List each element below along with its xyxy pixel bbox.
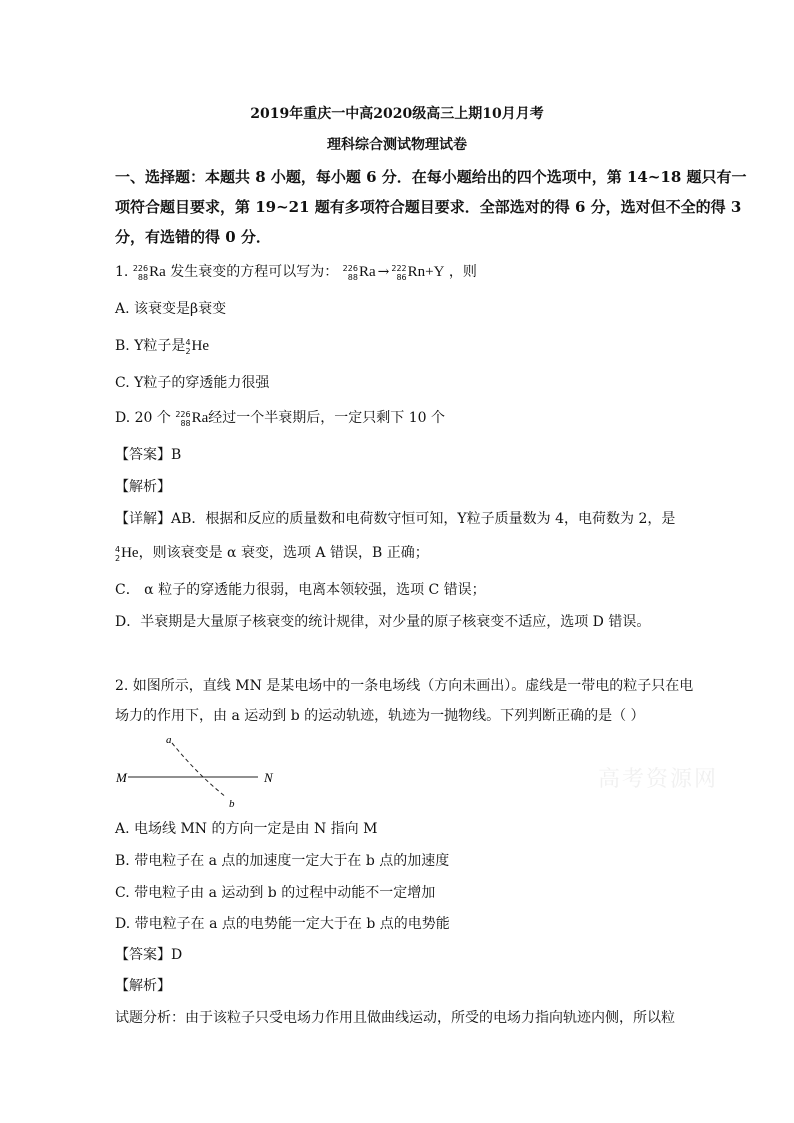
- he-nuclide-detail: [115, 543, 139, 564]
- q1-option-d: [115, 408, 445, 429]
- field-line-figure: [108, 735, 288, 810]
- label-b: b: [229, 798, 235, 810]
- ra-mass-eq: 226: [342, 263, 358, 273]
- q2-stem-line2: 场力的作用下，由 a 运动到 b 的运动轨迹，轨迹为一抛物线。下列判断正确的是（ ）: [115, 708, 645, 724]
- q1-answer: 【答案】B: [115, 447, 182, 463]
- label-m: M: [116, 770, 127, 785]
- label-n: N: [264, 770, 273, 785]
- q1-number: 1.: [115, 264, 133, 280]
- q1-detail-2-text: ，则该衰变是 α 衰变，选项 A 错误，B 正确；: [138, 545, 429, 561]
- q2-option-b: B. 带电粒子在 a 点的加速度一定大于在 b 点的加速度: [115, 853, 450, 869]
- q1-analysis-label: 【解析】: [115, 479, 171, 495]
- he-symbol: He: [191, 338, 210, 354]
- q1-detail-1: 【详解】AB．根据和反应的质量数和电荷数守恒可知，Y粒子质量数为 4，电荷数为 2，是: [115, 511, 676, 527]
- watermark: 高考资源网: [598, 767, 719, 792]
- ra-atomic-number: 88: [137, 272, 149, 282]
- q2-option-a: A. 电场线 MN 的方向一定是由 N 指向 M: [115, 821, 378, 837]
- rn-nuclide: [391, 262, 444, 283]
- q2-option-d: D. 带电粒子在 a 点的电势能一定大于在 b 点的电势能: [115, 916, 450, 932]
- he-atomic-number-detail: 2: [115, 553, 121, 563]
- q1-option-d-text: D. 20 个: [115, 410, 171, 426]
- q1-option-a: A. 该衰变是β衰变: [115, 301, 227, 317]
- section-instructions-line1: 一、选择题：本题共 8 小题，每小题 6 分．在每小题给出的四个选项中，第 14~18 题只有一: [115, 168, 747, 186]
- q2-analysis-label: 【解析】: [115, 978, 171, 994]
- he-mass: 4: [185, 337, 191, 347]
- q1-option-b: [115, 336, 209, 357]
- q1-stem-end: ，则: [448, 264, 477, 280]
- section-instructions-line2: 项符合题目要求，第 19~21 题有多项符合题目要求．全部选对的得 6 分，选对但不全的得 3: [115, 198, 742, 216]
- he-mass-detail: 4: [115, 544, 121, 554]
- ra-nuclide-d: [175, 408, 208, 429]
- particle-trajectory: [172, 743, 226, 797]
- rn-atomic-number: 86: [396, 272, 407, 282]
- ra-symbol: Ra: [149, 264, 166, 280]
- rn-symbol: Rn+Y: [407, 264, 445, 280]
- q1-stem-text: 发生衰变的方程可以写为：: [170, 264, 339, 280]
- q1-option-c: C. Y粒子的穿透能力很强: [115, 375, 270, 391]
- rn-mass: 222: [391, 263, 407, 273]
- ra-mass-d: 226: [175, 409, 191, 419]
- q2-answer: 【答案】D: [115, 947, 183, 963]
- q1-option-d-suffix: 经过一个半衰期后，一定只剩下 10 个: [208, 410, 446, 426]
- ra-mass: 226: [132, 263, 149, 273]
- ra-nuclide-eq: [343, 262, 376, 283]
- q1-option-b-text: B. Y粒子是: [115, 338, 186, 354]
- exam-title: 2019年重庆一中高2020级高三上期10月月考: [250, 106, 544, 122]
- he-atomic-number: 2: [185, 346, 191, 356]
- ra-atomic-number-d: 88: [180, 418, 191, 428]
- arrow-icon: →: [377, 264, 390, 280]
- q2-detail-1: 试题分析：由于该粒子只受电场力作用且做曲线运动，所受的电场力指向轨迹内侧，所以粒: [115, 1010, 675, 1026]
- q1-detail-4: D．半衰期是大量原子核衰变的统计规律，对少量的原子核衰变不适应，选项 D 错误。: [115, 614, 651, 630]
- he-nuclide: [185, 336, 209, 357]
- q1-stem: [115, 262, 477, 283]
- ra-atomic-number-eq: 88: [347, 272, 358, 282]
- section-instructions-line3: 分，有选错的得 0 分．: [115, 228, 271, 246]
- label-a: a: [166, 735, 172, 746]
- ra-symbol-d: Ra: [191, 410, 209, 426]
- ra-nuclide: [133, 262, 166, 283]
- ra-symbol-eq: Ra: [358, 264, 376, 280]
- q1-detail-3: C． α 粒子的穿透能力很弱，电离本领较强，选项 C 错误；: [115, 582, 486, 598]
- he-symbol-detail: He: [121, 545, 139, 561]
- q1-detail-2: [115, 543, 429, 564]
- q2-stem-line1: 2. 如图所示，直线 MN 是某电场中的一条电场线（方向未画出）。虚线是一带电的粒子只在电: [115, 678, 694, 694]
- exam-subtitle: 理科综合测试物理试卷: [327, 137, 467, 153]
- q2-option-c: C. 带电粒子由 a 运动到 b 的过程中动能不一定增加: [115, 885, 436, 901]
